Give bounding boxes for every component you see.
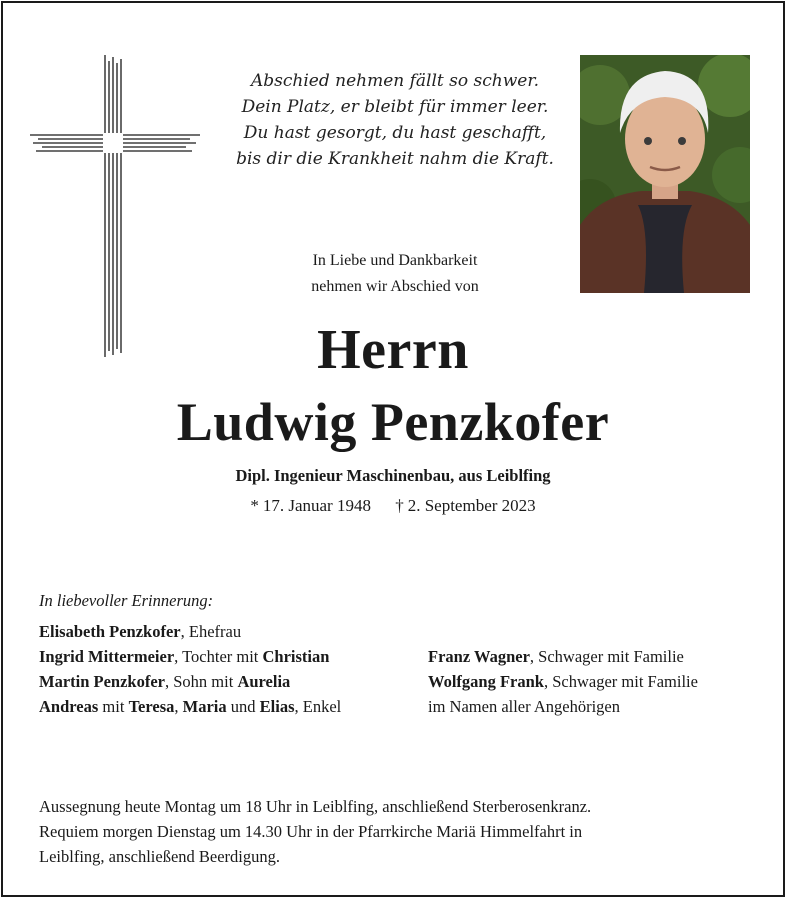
- family-partner: Christian: [262, 647, 330, 666]
- family-entry: [39, 619, 341, 644]
- intro-line-2: nehmen wir Abschied von: [311, 278, 479, 295]
- service-line: Aussegnung heute Montag um 18 Uhr in Leiblfing, anschließend Sterberosenkranz.: [39, 797, 592, 816]
- family-list-right: [428, 644, 698, 719]
- birth-symbol: *: [250, 496, 259, 515]
- salutation: Herrn: [317, 319, 469, 381]
- portrait-photo: [580, 55, 750, 293]
- cross-icon: [30, 55, 200, 357]
- family-name: Ingrid Mittermeier: [39, 647, 175, 666]
- poem-line: Du hast gesorgt, du hast geschafft,: [243, 123, 547, 143]
- family-partner: Aurelia: [237, 672, 291, 691]
- family-connector: mit: [98, 697, 129, 716]
- memory-heading: In liebevoller Erinnerung:: [39, 591, 214, 610]
- family-relation: , Enkel: [294, 697, 342, 716]
- family-connector: ,: [174, 697, 183, 716]
- poem-line: Dein Platz, er bleibt für immer leer.: [241, 97, 549, 117]
- poem-line: bis dir die Krankheit nahm die Kraft.: [236, 149, 554, 169]
- family-relation: , Schwager mit Familie: [543, 672, 698, 691]
- family-list-left: [39, 619, 341, 719]
- family-name: Andreas: [39, 697, 99, 716]
- death-date: [395, 496, 535, 515]
- deceased-description: Dipl. Ingenieur Maschinenbau, aus Leiblfing: [235, 466, 551, 485]
- family-name: Martin Penzkofer: [39, 672, 165, 691]
- life-dates: [0, 496, 786, 516]
- service-line: Leiblfing, anschließend Beerdigung.: [39, 847, 281, 866]
- intro-line-1: In Liebe und Dankbarkeit: [312, 252, 478, 269]
- family-connector: und: [226, 697, 260, 716]
- birth-date: [250, 496, 371, 515]
- poem-line: Abschied nehmen fällt so schwer.: [251, 71, 539, 91]
- family-name: Elisabeth Penzkofer: [39, 622, 181, 641]
- family-relation: , Schwager mit Familie: [529, 647, 684, 666]
- deceased-name: Ludwig Penzkofer: [176, 392, 610, 452]
- family-closing: im Namen aller Angehörigen: [428, 697, 620, 716]
- death-symbol: †: [395, 496, 404, 515]
- family-relation: , Ehefrau: [180, 622, 242, 641]
- family-relation: , Tochter mit: [174, 647, 263, 666]
- family-entry: [39, 644, 341, 669]
- death-date-text: 2. September 2023: [407, 496, 536, 515]
- family-relation: , Sohn mit: [165, 672, 238, 691]
- family-name: Maria: [182, 697, 227, 716]
- service-line: Requiem morgen Dienstag um 14.30 Uhr in der Pfarrkirche Mariä Himmelfahrt in: [39, 822, 583, 841]
- family-name: Wolfgang Frank: [428, 672, 544, 691]
- family-entry: [39, 694, 341, 719]
- service-info: [39, 794, 739, 869]
- family-entry: [428, 669, 698, 694]
- family-entry: [428, 644, 698, 669]
- birth-date-text: 17. Januar 1948: [262, 496, 371, 515]
- family-name: Franz Wagner: [428, 647, 530, 666]
- intro-text: [235, 248, 555, 300]
- family-entry: [428, 694, 698, 719]
- family-entry: [39, 669, 341, 694]
- family-name: Teresa: [128, 697, 175, 716]
- poem: [235, 68, 555, 172]
- family-name: Elias: [259, 697, 295, 716]
